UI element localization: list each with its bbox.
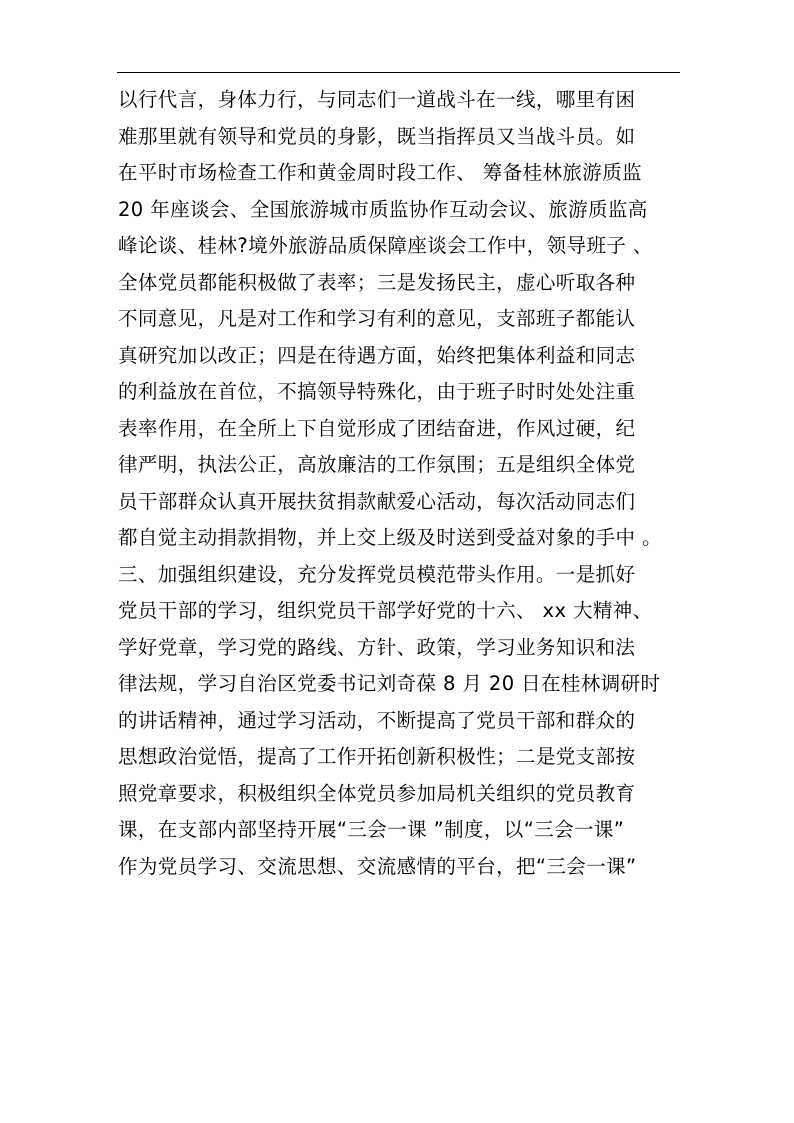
text-line: 党员干部的学习，组织党员干部学好党的十六、 xx 大精神、	[118, 599, 653, 622]
text-line: 在平时市场检查工作和黄金周时段工作、 筹备桂林旅游质监	[118, 161, 642, 184]
text-line: 不同意见，凡是对工作和学习有利的意见，支部班子都能认	[118, 307, 636, 330]
text-line: 律严明，执法公正，高放廉洁的工作氛围；五是组织全体党	[118, 453, 636, 476]
text-line: 表率作用，在全所上下自觉形成了团结奋进，作风过硬，纪	[118, 416, 636, 440]
text-line: 思想政治觉悟，提高了工作开拓创新积极性；二是党支部按	[118, 745, 636, 768]
text-line: 都自觉主动捐款捐物，并上交上级及时送到受益对象的手中 。	[118, 526, 662, 549]
text-line: 20 年座谈会、全国旅游城市质监协作互动会议、旅游质监高	[118, 197, 648, 221]
text-line: 三、加强组织建设，充分发挥党员模范带头作用。一是抓好	[118, 562, 636, 586]
text-line: 员干部群众认真开展扶贫捐款献爱心活动，每次活动同志们	[118, 489, 636, 513]
text-line: 峰论谈、桂林?境外旅游品质保障座谈会工作中，领导班子 、	[118, 234, 653, 257]
text-line: 难那里就有领导和党员的身影，既当指挥员又当战斗员。如	[118, 124, 636, 148]
text-line: 全体党员都能积极做了表率；三是发扬民主，虚心听取各种	[118, 270, 636, 294]
text-line: 学好党章，学习党的路线、方针、政策，学习业务知识和法	[118, 635, 636, 659]
text-line: 以行代言，身体力行，与同志们一道战斗在一线，哪里有困	[118, 88, 636, 111]
text-line: 的讲话精神，通过学习活动，不断提高了党员干部和群众的	[118, 708, 636, 732]
text-line: 真研究加以改正；四是在待遇方面，始终把集体利益和同志	[118, 343, 636, 367]
text-line: 作为党员学习、交流思想、交流感情的平台，把“三会一课”	[118, 854, 637, 878]
header-rule	[117, 72, 680, 73]
text-line: 的利益放在首位，不搞领导特殊化，由于班子时时处处注重	[118, 380, 636, 403]
text-line: 课，在支部内部坚持开展“三会一课 ”制度，以“三会一课”	[118, 818, 625, 841]
document-body	[118, 82, 688, 885]
text-line: 照党章要求，积极组织全体党员参加局机关组织的党员教育	[118, 781, 636, 805]
text-line: 律法规，学习自治区党委书记刘奇葆 8 月 20 日在桂林调研时	[118, 672, 661, 695]
